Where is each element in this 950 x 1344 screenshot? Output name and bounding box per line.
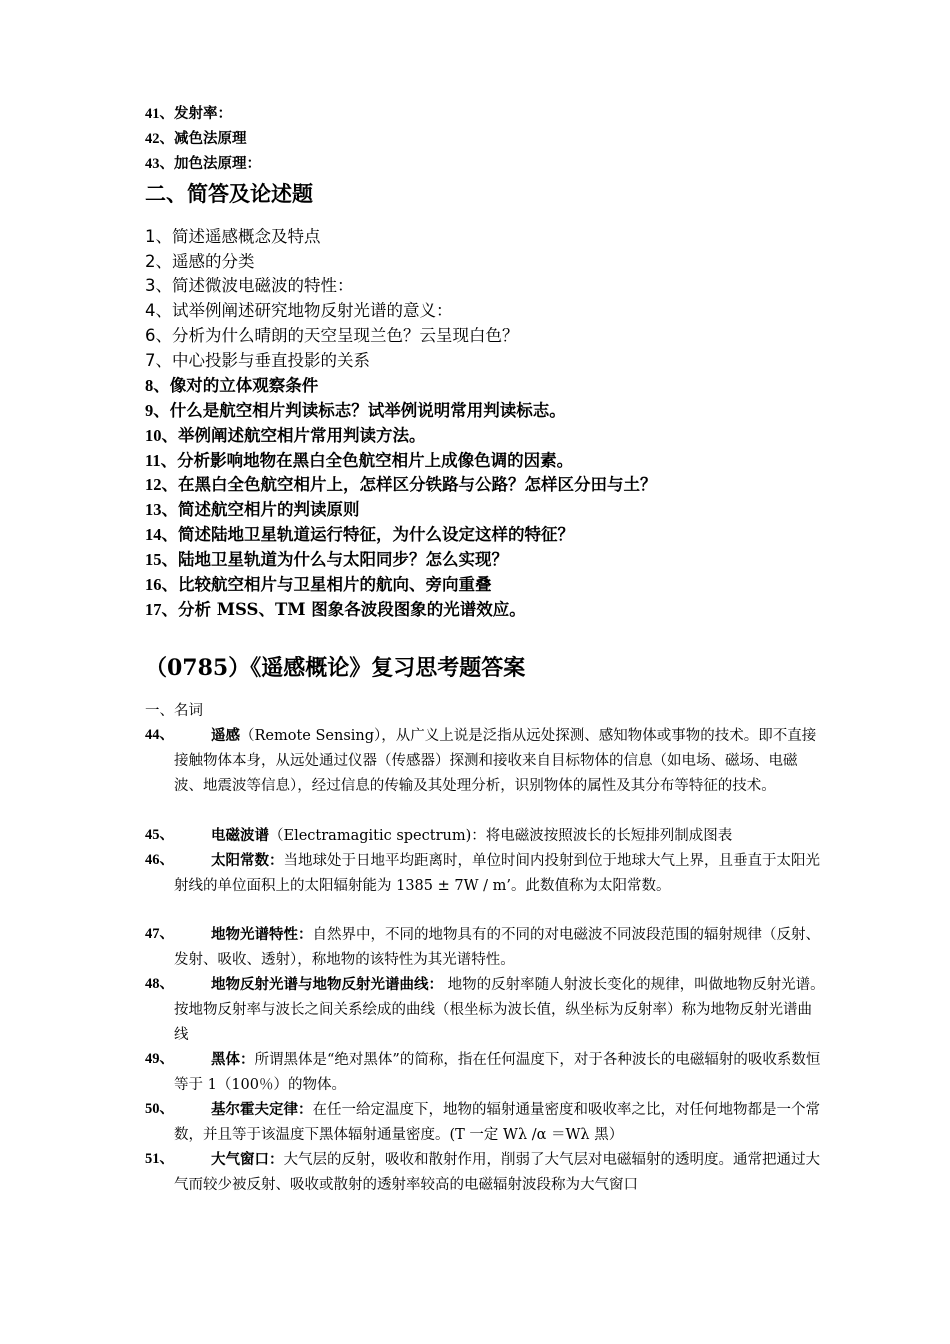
- definition-item: [145, 972, 825, 1048]
- question-number: 3: [145, 276, 156, 295]
- definition-item: [145, 823, 825, 849]
- question-item: [145, 374, 318, 398]
- question-number: 15: [145, 550, 162, 569]
- question-text: 、简述陆地卫星轨道运行特征，为什么设定这样的特征？: [161, 525, 574, 544]
- definition-item: [145, 848, 825, 899]
- definition-text: （Electramagitic spectrum)：将电磁波按照波长的长短排列制成图表: [269, 828, 733, 844]
- question-item: [145, 424, 426, 448]
- question-text: 、在黑白全色航空相片上，怎样区分铁路与公路？怎样区分田与土？: [161, 475, 657, 494]
- definition-text: 大气层的反射，吸收和散射作用，削弱了大气层对电磁辐射的透明度。通常把通过大气而较少被反射、吸收或散射的透射率较高的电磁辐射波段称为大气窗口: [174, 1152, 820, 1193]
- definition-text: 所谓黑体是“绝对黑体”的简称，指在任何温度下，对于各种波长的电磁辐射的吸收系数恒等于 1（100％）的物体。: [174, 1052, 821, 1093]
- question-number: 7: [145, 351, 156, 370]
- definition-term: 地物反射光谱与地物反射光谱曲线：: [211, 976, 443, 993]
- question-item: [145, 299, 453, 323]
- question-item: [145, 449, 573, 473]
- definition-number: 44、: [145, 727, 174, 743]
- question-text: 、遥感的分类: [155, 252, 255, 271]
- definition-term: 电磁波谱: [211, 827, 269, 844]
- question-text: 、比较航空相片与卫星相片的航向、旁向重叠: [161, 575, 492, 594]
- definition-text: 自然界中，不同的地物具有的不同的对电磁波不同波段范围的辐射规律（反射、发射、吸收、透射），称地物的该特性为其光谱特性。: [174, 927, 820, 968]
- sub-heading: 一、名词: [145, 703, 203, 719]
- question-text: 、简述微波电磁波的特性：: [155, 276, 354, 295]
- question-number: 2: [145, 252, 156, 271]
- definition-term: 地物光谱特性：: [211, 926, 313, 943]
- item-text: 、加色法原理：: [159, 155, 261, 172]
- definition-number: 49、: [145, 1051, 174, 1067]
- question-text: 、简述遥感概念及特点: [155, 227, 321, 246]
- definition-item: [145, 1097, 825, 1148]
- question-number: 8: [145, 376, 154, 395]
- question-text: 、简述航空相片的判读原则: [161, 500, 360, 519]
- question-item: [145, 324, 519, 348]
- question-text: 、试举例阐述研究地物反射光谱的意义：: [155, 301, 453, 320]
- question-item: [145, 473, 657, 497]
- question-number: 10: [145, 426, 162, 445]
- definition-text: （Remote Sensing），从广义上说是泛指从远处探测、感知物体或事物的技术。即不直接接触物体本身，从远处通过仪器（传感器）探测和接收来自目标物体的信息（如电场、磁场、电磁波、地震波等信息），经过信息的传输及其处理分析，识别物体的属性及其分布等特征的技术。: [174, 728, 817, 794]
- list-item: [145, 129, 247, 149]
- definition-number: 47、: [145, 926, 174, 942]
- question-text: 、分析影响地物在黑白全色航空相片上成像色调的因素。: [160, 451, 574, 470]
- question-number: 4: [145, 301, 156, 320]
- definition-term: 太阳常数：: [211, 852, 284, 869]
- question-item: [145, 399, 566, 423]
- question-item: [145, 498, 360, 522]
- question-text: 、陆地卫星轨道为什么与太阳同步？怎么实现？: [161, 550, 508, 569]
- question-number: 16: [145, 575, 162, 594]
- question-text: 、中心投影与垂直投影的关系: [155, 351, 370, 370]
- definition-term: 大气窗口：: [211, 1151, 284, 1168]
- definition-item: [145, 723, 825, 799]
- definition-text: 在任一给定温度下，地物的辐射通量密度和吸收率之比，对任何地物都是一个常数，并且等于该温度下黑体辐射通量密度。(T 一定 Wλ /α ＝Wλ 黑）: [174, 1102, 820, 1143]
- question-number: 12: [145, 475, 162, 494]
- question-number: 9: [145, 401, 154, 420]
- definition-item: [145, 922, 825, 973]
- question-text: 、举例阐述航空相片常用判读方法。: [161, 426, 426, 445]
- question-number: 11: [145, 451, 161, 470]
- list-item: [145, 154, 261, 174]
- answer-title: （0785）《遥感概论》复习思考题答案: [145, 655, 526, 681]
- item-text: 、发射率：: [159, 105, 232, 122]
- question-item: [145, 250, 255, 274]
- definition-number: 51、: [145, 1151, 174, 1167]
- question-number: 14: [145, 525, 162, 544]
- definition-number: 45、: [145, 827, 174, 843]
- question-item: [145, 274, 354, 298]
- definition-number: 48、: [145, 976, 174, 992]
- question-item: [145, 573, 492, 597]
- definition-term: 基尔霍夫定律：: [211, 1101, 313, 1118]
- question-text: 、分析为什么晴朗的天空呈现兰色？云呈现白色？: [155, 326, 519, 345]
- question-text: 、像对的立体观察条件: [153, 376, 319, 395]
- question-item: [145, 548, 508, 572]
- definition-term: 黑体：: [211, 1051, 255, 1068]
- question-item: [145, 598, 526, 622]
- question-item: [145, 523, 574, 547]
- item-text: 、减色法原理: [159, 130, 247, 147]
- question-number: 13: [145, 500, 162, 519]
- item-number: 43: [145, 156, 160, 172]
- definition-item: [145, 1047, 825, 1098]
- definition-number: 46、: [145, 852, 174, 868]
- list-item: [145, 104, 232, 124]
- question-item: [145, 349, 370, 373]
- item-number: 41: [145, 106, 160, 122]
- definition-term: 遥感: [211, 727, 240, 744]
- definition-number: 50、: [145, 1101, 174, 1117]
- question-text: 、什么是航空相片判读标志？试举例说明常用判读标志。: [153, 401, 566, 420]
- question-number: 1: [145, 227, 156, 246]
- question-number: 6: [145, 326, 156, 345]
- definition-item: [145, 1147, 825, 1198]
- definition-text: 当地球处于日地平均距离时，单位时间内投射到位于地球大气上界，且垂直于太阳光射线的单位面积上的太阳辐射能为 1385 ± 7W / m’。此数值称为太阳常数。: [174, 853, 820, 894]
- question-number: 17: [145, 600, 162, 619]
- question-text: 、分析 MSS、TM 图象各波段图象的光谱效应。: [161, 600, 526, 619]
- section-heading: 二、简答及论述题: [145, 181, 313, 206]
- item-number: 42: [145, 131, 160, 147]
- question-item: [145, 225, 321, 249]
- definition-text: 地物的反射率随人射波长变化的规律，叫做地物反射光谱。按地物反射率与波长之间关系绘成的曲线（根坐标为波长值，纵坐标为反射率）称为地物反射光谱曲线: [174, 977, 825, 1043]
